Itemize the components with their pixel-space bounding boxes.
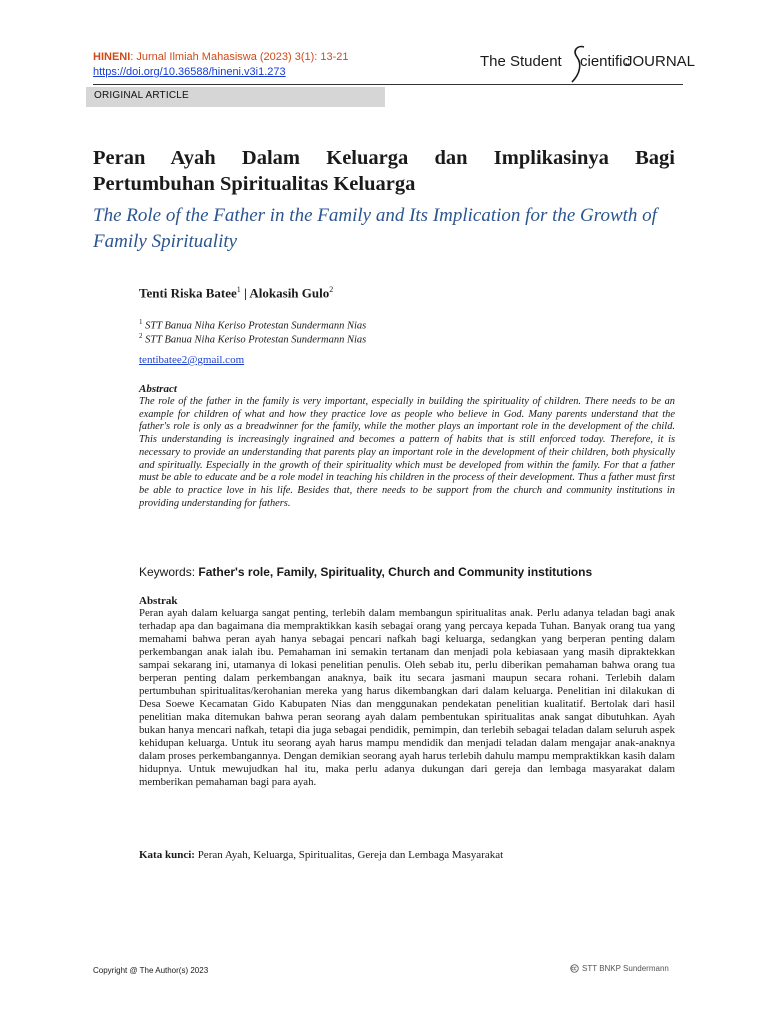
logo-text-prefix: The Student	[480, 53, 562, 70]
journal-citation	[93, 50, 349, 80]
journal-logo	[480, 44, 720, 84]
keywords-label: Keywords	[139, 565, 192, 579]
section-label-bar	[86, 87, 385, 107]
kata-kunci-label: Kata kunci:	[139, 849, 195, 861]
affiliation-1-mark: 1	[139, 318, 143, 326]
keywords-values: Father's role, Family, Spirituality, Church and Community institutions	[198, 565, 593, 579]
author-2: Alokasih Gulo	[249, 285, 330, 301]
author-2-affiliation-mark: 2	[329, 285, 334, 294]
kata-kunci-values: Peran Ayah, Keluarga, Spiritualitas, Gereja dan Lembaga Masyarakat	[194, 849, 504, 861]
keywords-indonesian	[139, 849, 503, 861]
abstrak-text: Peran ayah dalam keluarga sangat penting, terlebih dalam membangun spiritualitas anak. Perlu adanya teladan bagi anak terhadap apa dan bagaimana dia mempraktikkan kasih sebagai orang yang percaya kepada Tuhan. Banyak orang tua yang memahami bahwa peran ayah hanya sebagai pencari nafkah bagi keluarga, sedangkan yang berperan penting dalam perkembangan anak ialah ibu. Pemahaman ini semakin tertanam dan menjadi pola kebiasaan yang masih dipraktekkan sampai sekarang ini, utamanya di lokasi penelitian penulis. Oleh sebab itu, perlu diberikan pemahaman bahwa orang tua berperan penting dalam perkembangan anaknya, baik itu secara jasmani maupun secara rohani. Terlebih dalam pertumbuhan spiritualitas/kerohanian mereka yang harus dikembangkan dari dalam keluarga. Penelitian ini dilakukan di Desa Soewe Kecamatan Gido Kabupaten Nias dan menggunakan pendekatan penelitian kualitatif. Bertolak dari hasil penelitian maka ditemukan bahwa peran seorang ayah dalam pembentukan spiritualitas anak sangat dibutuhkan. Ayah bukan hanya mencari nafkah, tetapi dia juga sebagai pendidik, pemimpin, dan terlebih sebagai teladan dalam seluruh aspek kehidupan keluarga. Untuk itu seorang ayah harus mampu mendidik dan menjadi teladan dalam mengajar anak-anaknya dalam proses perkembangannya. Dengan demikian seorang ayah harus terlebih dahulu mampu mempraktikkan kasih dalam hidupnya. Untuk mewujudkan hal itu, maka perlu adanya dukungan dari gereja dan lembaga masyarakat dalam memberikan pemahaman bagi para ayah.	[139, 607, 675, 788]
logo-text-suffix: JOURNAL	[625, 53, 696, 70]
affiliation-1	[139, 318, 366, 332]
header-rule	[93, 84, 683, 85]
publisher-name: STT BNKP Sundermann	[582, 964, 669, 973]
author-email-link[interactable]: tentibatee2@gmail.com	[139, 354, 245, 366]
article-title-indonesian: Peran Ayah Dalam Keluarga dan Implikasinya Bagi Pertumbuhan Spiritualitas Keluarga	[93, 147, 675, 195]
author-1-affiliation-mark: 1	[236, 285, 241, 294]
publisher-credit	[570, 964, 669, 973]
logo-text-middle: cientific	[580, 53, 631, 70]
journal-short-name: HINENI	[93, 51, 131, 63]
abstract-heading: Abstract	[139, 383, 177, 395]
affiliation-2	[139, 332, 366, 346]
affiliation-2-mark: 2	[139, 332, 143, 340]
keywords-colon: :	[191, 565, 199, 579]
affiliation-1-text: STT Banua Niha Keriso Protestan Sundermann Nias	[145, 320, 367, 332]
keywords-english	[139, 565, 679, 579]
author-1: Tenti Riska Batee	[139, 285, 237, 301]
abstrak-heading: Abstrak	[139, 595, 178, 607]
copyright-notice: Copyright @ The Author(s) 2023	[93, 966, 209, 975]
abstract-text: The role of the father in the family is very important, especially in building the spirituality of children. There needs to be an example for children of what and how they practice love as people who believe in God. Many parents understand that the father's role is only as a breadwinner for the family, while the mother plays an important role in the development of the child. This understanding is increasingly ingrained and becomes a pattern of habits that is still enforced today. Therefore, it is necessary to provide an understanding that parents play an important role in the development of their children, both physically and spiritually. Especially in the growth of their spirituality which must be developed from within the family. For that a father must be able to educate and be a role model in teaching his children in the process of their development. Thus a father must first be able to practice love in his life. Besides that, there needs to be support from the church and community institutions in providing understanding for fathers.	[139, 396, 675, 509]
author-list	[139, 285, 333, 301]
affiliation-2-text: STT Banua Niha Keriso Protestan Sundermann Nias	[145, 334, 367, 346]
journal-issue: : Jurnal Ilmiah Mahasiswa (2023) 3(1): 13-21	[130, 51, 349, 63]
journal-name	[93, 50, 349, 65]
article-title-english: The Role of the Father in the Family and Its Implication for the Growth of Family Spirituality	[93, 205, 657, 252]
doi-link[interactable]: https://doi.org/10.36588/hineni.v3i1.273	[93, 66, 286, 78]
author-separator: |	[240, 285, 250, 301]
creative-commons-icon	[570, 964, 579, 973]
section-label: ORIGINAL ARTICLE	[94, 90, 189, 101]
